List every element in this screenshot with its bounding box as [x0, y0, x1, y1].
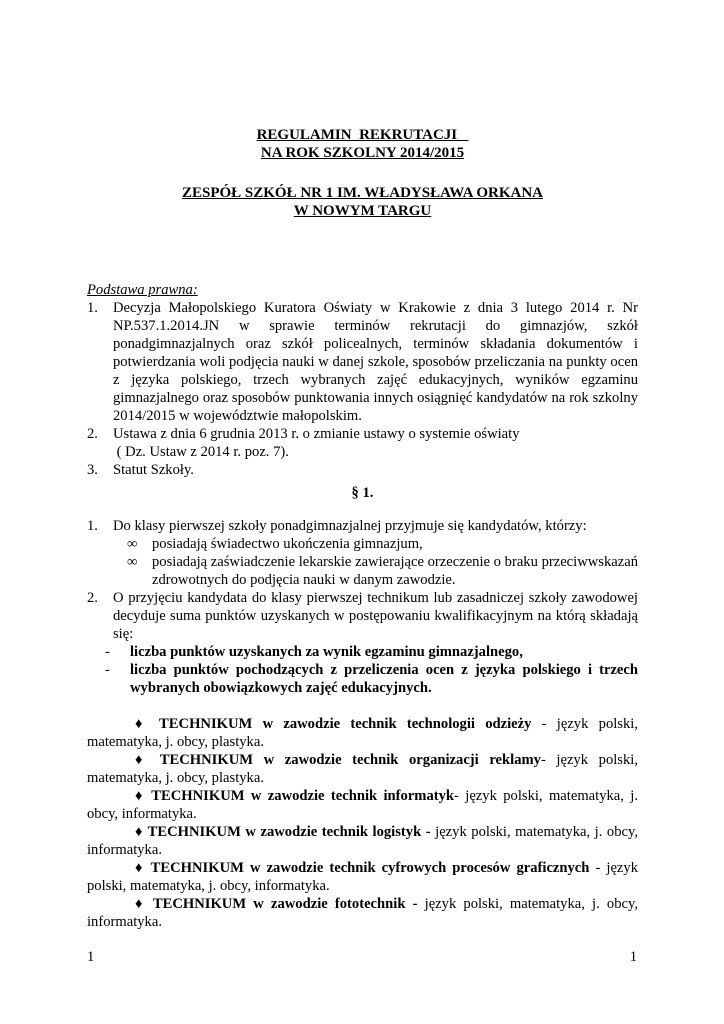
section-1 — [87, 517, 638, 931]
item-text-ref: ( Dz. Ustaw z 2014 r. poz. 7). — [113, 444, 289, 460]
title-line-2: NA ROK SZKOLNY 2014/2015 — [260, 145, 465, 161]
profession-name: ♦ TECHNIKUM w zawodzie technik informatyk — [135, 788, 455, 804]
bullet-text: posiadają świadectwo ukończenia gimnazjum, — [152, 536, 423, 552]
legal-basis — [87, 281, 638, 479]
profession-entry — [87, 787, 638, 823]
item-text: Decyzja Małopolskiego Kuratora Oświaty w Krakowie z dnia 3 lutego 2014 r. Nr NP.537.1.2014.JN w sprawie terminów rekrutacji do gimnazjów, szkół ponadgimnazjalnych oraz szkół policealnych, terminów składania dokumentów i potwierdzania woli podjęcia nauki w danej szkole, sposobów przeliczania na punkty ocen z języka polskiego, trzech wybranych zajęć edukacyjnych, wyników egzaminu gimnazjalnego oraz sposobów punktowania innych osiągnięć kandydatów na rok szkolny 2014/2015 w województwie małopolskim. — [113, 300, 638, 424]
dash-marker: - — [105, 662, 110, 678]
legal-basis-item — [87, 425, 638, 461]
point-number: 2. — [87, 590, 98, 606]
page-number-left: 1 — [87, 949, 95, 965]
item-number: 1. — [87, 300, 98, 316]
profession-subjects: język polski, matematyka, j. obcy, informatyka. — [87, 896, 638, 930]
school-town-line: W NOWYM TARGU — [293, 203, 432, 219]
profession-name: ♦ TECHNIKUM w zawodzie technik logistyk - — [135, 824, 431, 840]
profession-entry — [87, 895, 638, 931]
section-point — [87, 589, 638, 643]
dash-item — [87, 643, 638, 661]
dash-text: liczba punktów uzyskanych za wynik egzaminu gimnazjalnego, — [130, 644, 523, 660]
profession-subjects: - język polski, matematyka, j. obcy, informatyka. — [87, 860, 638, 894]
school-title — [87, 184, 638, 220]
regulation-title — [87, 126, 638, 162]
legal-basis-title: Podstawa prawna: — [87, 282, 198, 298]
profession-entry — [87, 751, 638, 787]
legal-basis-item — [87, 461, 638, 479]
title-line-1: REGULAMIN REKRUTACJI — [256, 127, 469, 143]
bullet-item — [87, 535, 638, 553]
infinity-bullet-icon: ∞ — [127, 536, 138, 552]
section-point — [87, 517, 638, 535]
item-number: 2. — [87, 426, 98, 442]
profession-subjects: - język polski, matematyka, j. obcy, plastyka. — [87, 752, 638, 786]
profession-name: ♦ TECHNIKUM w zawodzie technik organizacji reklamy — [135, 752, 541, 768]
item-text — [113, 425, 638, 461]
school-name-line: ZESPÓŁ SZKÓŁ NR 1 IM. WŁADYSŁAWA ORKANA — [181, 185, 544, 201]
profession-subjects: język polski, matematyka, j. obcy, informatyka. — [87, 824, 638, 858]
profession-entry — [87, 859, 638, 895]
item-number: 3. — [87, 462, 98, 478]
page-number-right: 1 — [629, 949, 637, 965]
dash-item — [87, 661, 638, 697]
bullet-text: posiadają zaświadczenie lekarskie zawierające orzeczenie o braku przeciwwskazań zdrowotnych do podjęcia nauki w danym zawodzie. — [152, 554, 638, 588]
point-text: O przyjęciu kandydata do klasy pierwszej technikum lub zasadniczej szkoły zawodowej decyduje suma punktów uzyskanych w postępowaniu kwalifikacyjnym na którą składają się: — [113, 590, 638, 642]
profession-name: ♦ TECHNIKUM w zawodzie fototechnik - — [135, 896, 418, 912]
point-text: Do klasy pierwszej szkoły ponadgimnazjalnej przyjmuje się kandydatów, którzy: — [113, 518, 587, 534]
profession-entry — [87, 715, 638, 751]
profession-entry — [87, 823, 638, 859]
profession-subjects: - język polski, matematyka, j. obcy, informatyka. — [87, 788, 638, 822]
legal-basis-item — [87, 299, 638, 425]
item-text: Statut Szkoły. — [113, 462, 194, 478]
item-text-main: Ustawa z dnia 6 grudnia 2013 r. o zmianie ustawy o systemie oświaty — [113, 426, 520, 442]
point-number: 1. — [87, 518, 98, 534]
bullet-item — [87, 553, 638, 589]
infinity-bullet-icon: ∞ — [127, 554, 138, 570]
profession-name: ♦ TECHNIKUM w zawodzie technik cyfrowych procesów graficznych — [135, 860, 590, 876]
dash-marker: - — [105, 644, 110, 660]
paragraph-mark: § 1. — [351, 485, 374, 501]
dash-text: liczba punktów pochodzących z przeliczenia ocen z języka polskiego i trzech wybranych obowiązkowych zajęć edukacyjnych. — [130, 662, 638, 696]
profession-name: ♦ TECHNIKUM w zawodzie technik technologii odzieży — [135, 716, 532, 732]
profession-subjects: - język polski, matematyka, j. obcy, plastyka. — [87, 716, 638, 750]
